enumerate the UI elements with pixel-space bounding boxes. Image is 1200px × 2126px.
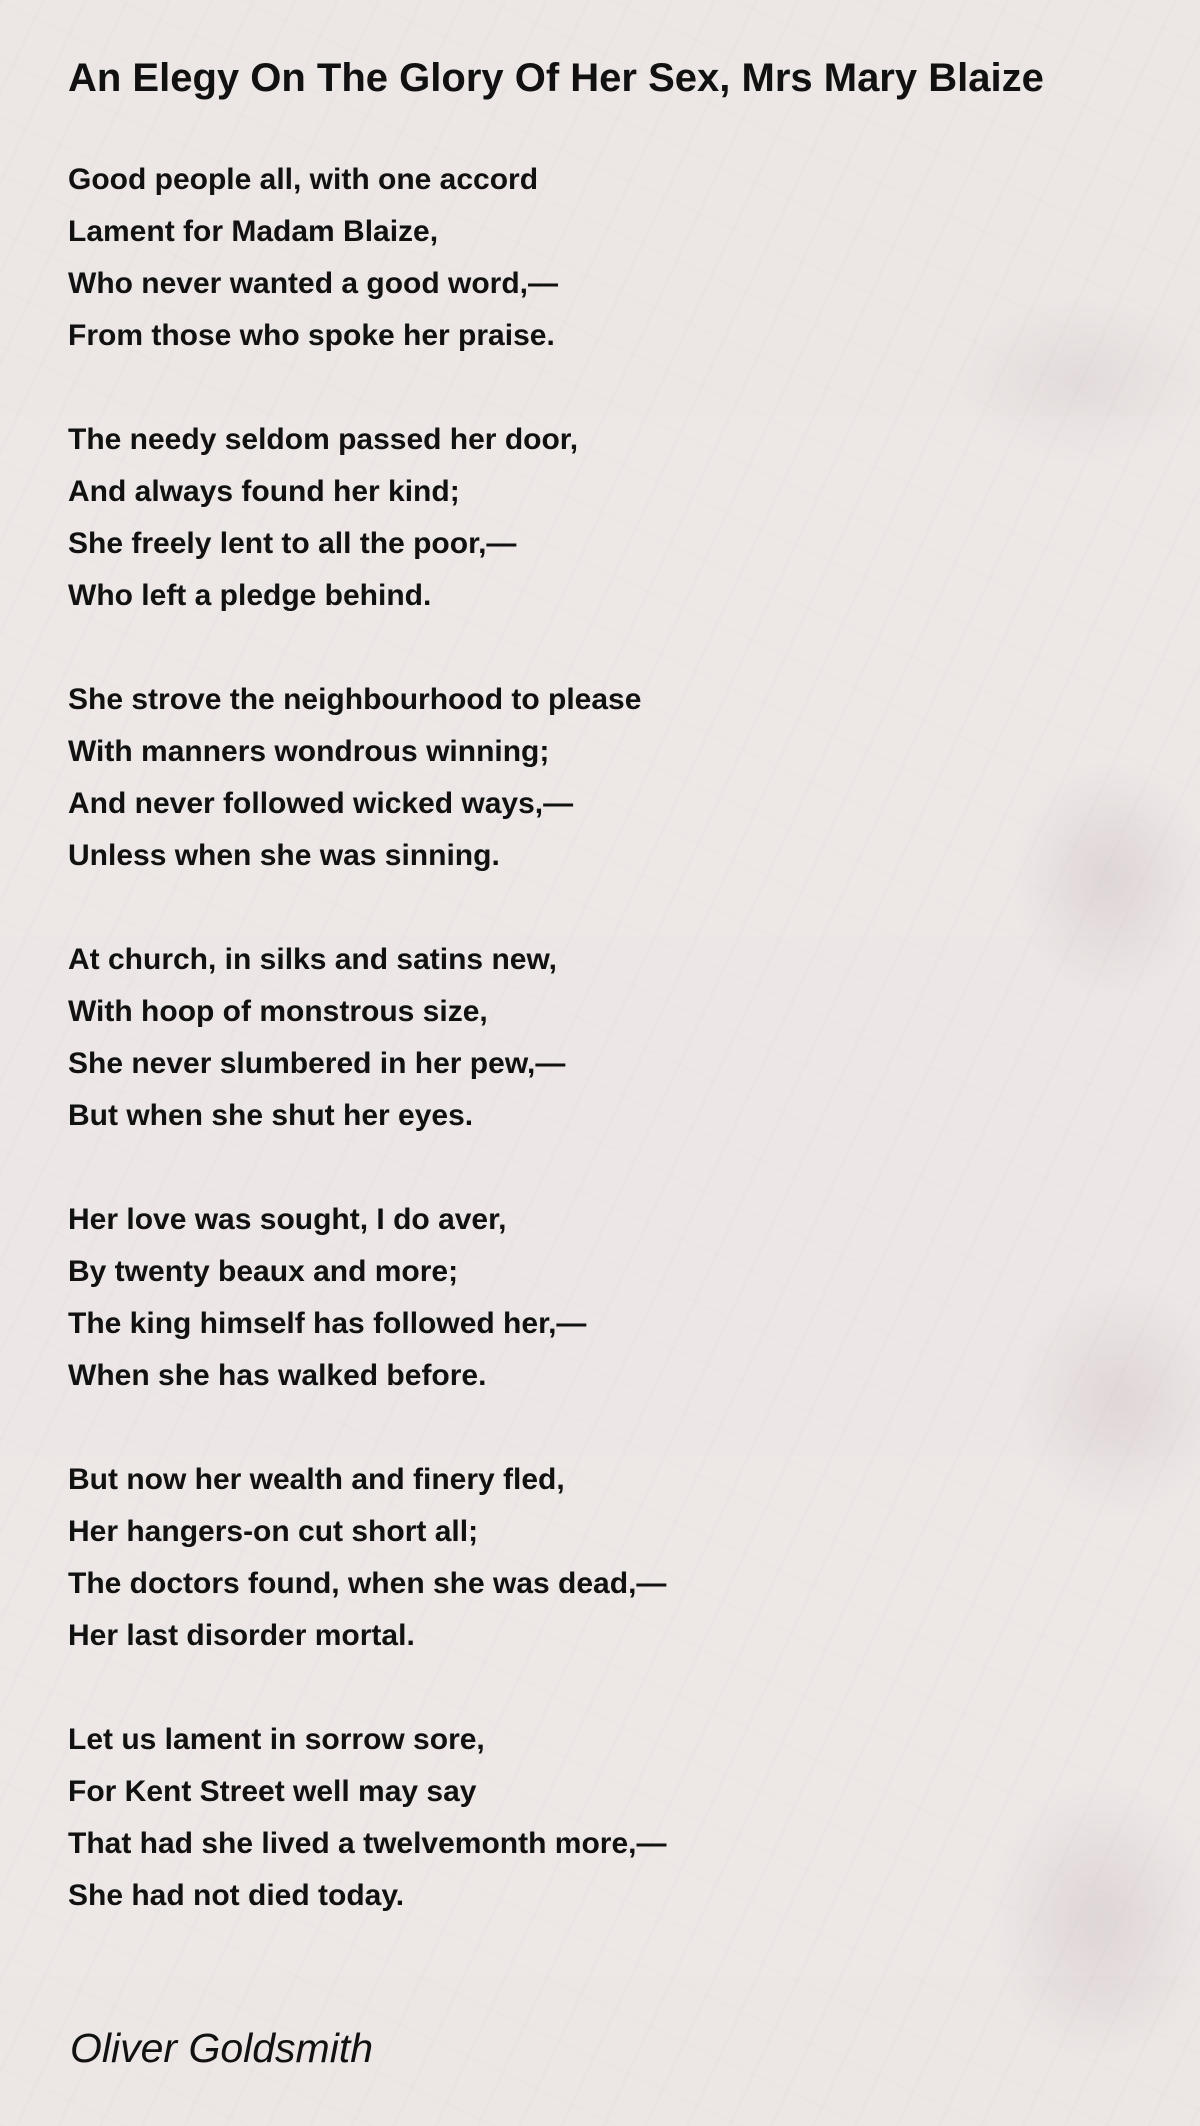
poem-line: She strove the neighbourhood to please <box>68 683 642 716</box>
poem-line: And always found her kind; <box>68 475 460 508</box>
poem-line: Who left a pledge behind. <box>68 579 432 612</box>
stanza <box>68 674 1148 882</box>
stanza <box>68 1454 1148 1662</box>
poem-line: Who never wanted a good word,— <box>68 267 559 300</box>
stanza <box>68 1714 1148 1922</box>
poem-line: She had not died today. <box>68 1879 405 1912</box>
stanza <box>68 1194 1148 1402</box>
poem-line: And never followed wicked ways,— <box>68 787 574 820</box>
poem-container <box>68 52 1148 1922</box>
poem-line: But now her wealth and finery fled, <box>68 1463 565 1496</box>
poem-line: The king himself has followed her,— <box>68 1307 587 1340</box>
poem-line: Good people all, with one accord <box>68 163 539 196</box>
poem-line: By twenty beaux and more; <box>68 1255 459 1288</box>
poem-line: From those who spoke her praise. <box>68 319 555 352</box>
poem-line: Let us lament in sorrow sore, <box>68 1723 485 1756</box>
poem-title: An Elegy On The Glory Of Her Sex, Mrs Mary Blaize <box>68 56 1044 100</box>
poem-line: Her hangers-on cut short all; <box>68 1515 479 1548</box>
poem-line: That had she lived a twelvemonth more,— <box>68 1827 667 1860</box>
poem-line: At church, in silks and satins new, <box>68 943 558 976</box>
poem-line: With manners wondrous winning; <box>68 735 550 768</box>
poem-line: Lament for Madam Blaize, <box>68 215 439 248</box>
poem-line: But when she shut her eyes. <box>68 1099 474 1132</box>
poem-line: She never slumbered in her pew,— <box>68 1047 566 1080</box>
poem-line: For Kent Street well may say <box>68 1775 477 1808</box>
poem-line: The doctors found, when she was dead,— <box>68 1567 667 1600</box>
poem-line: The needy seldom passed her door, <box>68 423 579 456</box>
stanza <box>68 934 1148 1142</box>
poem-line: With hoop of monstrous size, <box>68 995 488 1028</box>
poem-line: When she has walked before. <box>68 1359 487 1392</box>
poem-line: She freely lent to all the poor,— <box>68 527 517 560</box>
stanza <box>68 154 1148 362</box>
poem-body <box>68 154 1148 1922</box>
poem-author: Oliver Goldsmith <box>70 2025 374 2071</box>
poem-line: Her last disorder mortal. <box>68 1619 415 1652</box>
poem-line: Her love was sought, I do aver, <box>68 1203 507 1236</box>
stanza <box>68 414 1148 622</box>
poem-line: Unless when she was sinning. <box>68 839 500 872</box>
